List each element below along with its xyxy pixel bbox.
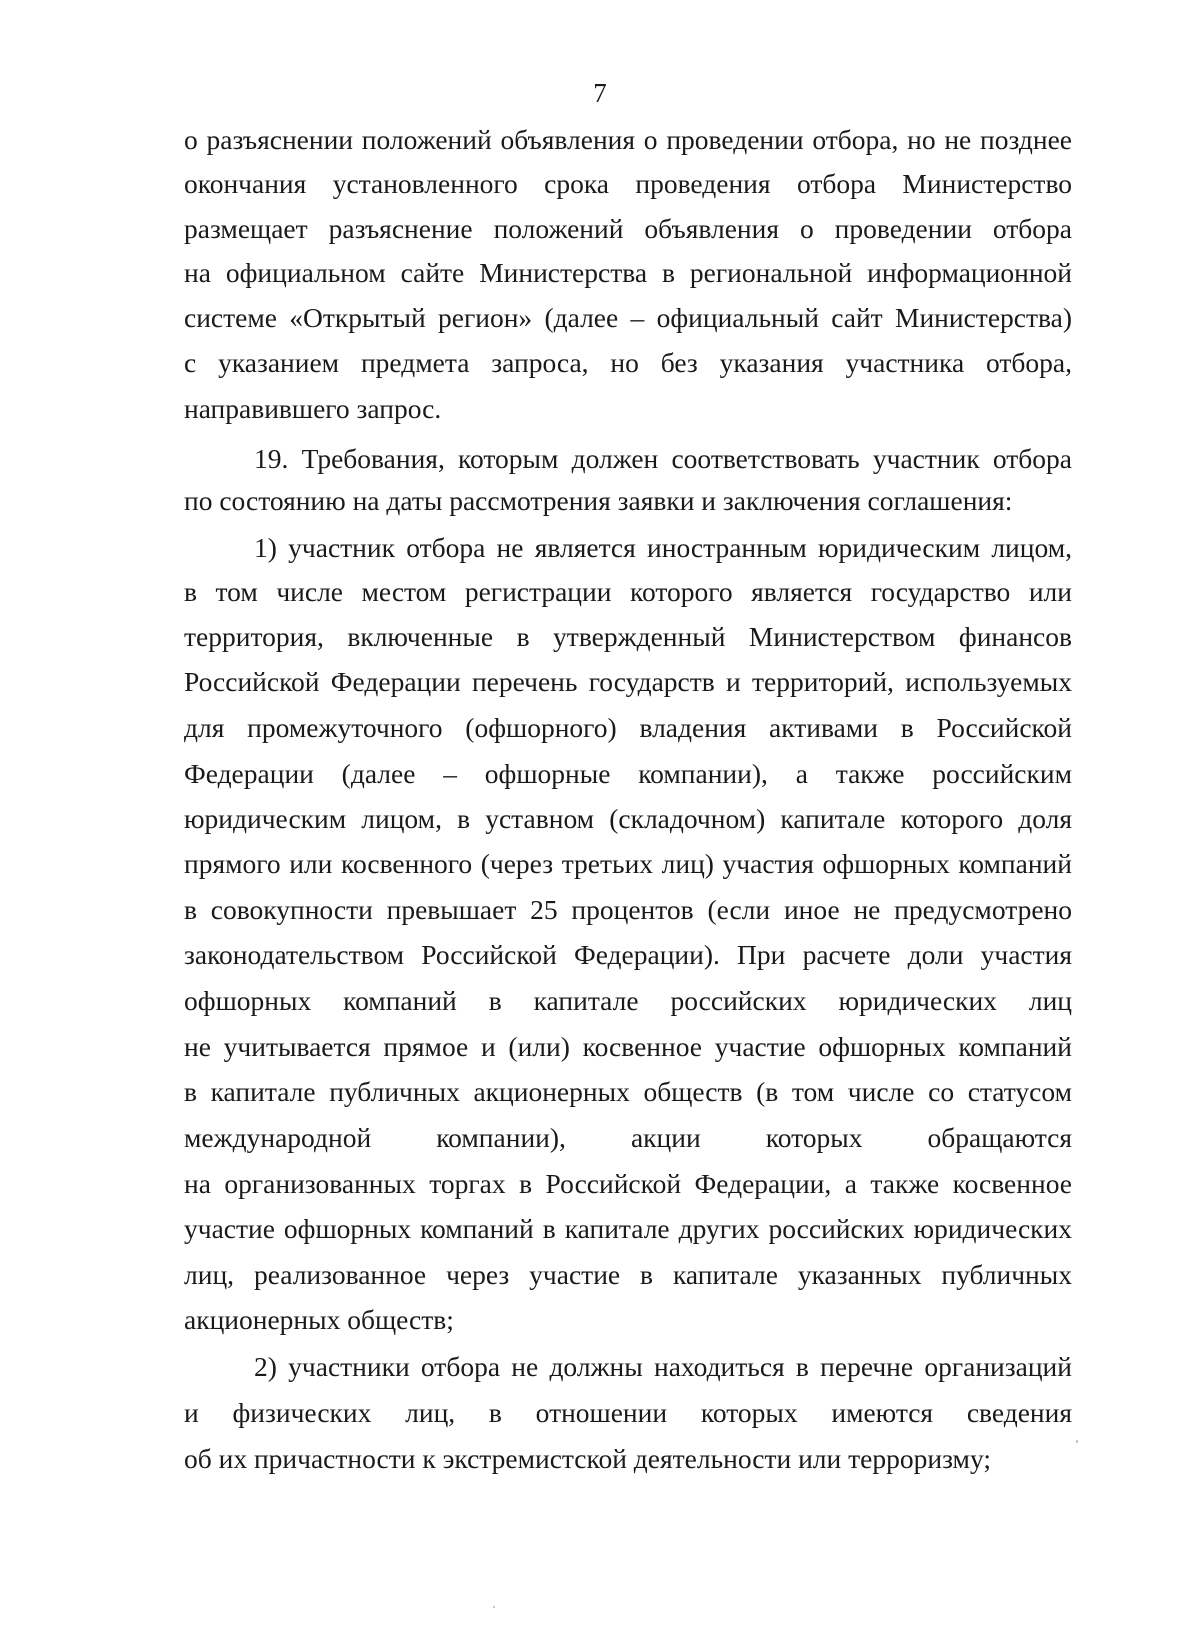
text-line: территория, включенные в утвержденный Министерством финансов: [184, 621, 1072, 652]
text-line: о разъяснении положений объявления о проведении отбора, но не позднее: [184, 124, 1072, 155]
text-line: направившего запрос.: [184, 393, 442, 424]
text-line: с указанием предмета запроса, но без указания участника отбора,: [184, 347, 1072, 378]
text-line: 19. Требования, которым должен соответствовать участник отбора: [254, 443, 1072, 474]
text-line: международной компании), акции которых обращаются: [184, 1122, 1072, 1153]
text-line: для промежуточного (офшорного) владения активами в Российской: [184, 712, 1072, 743]
text-line: юридическим лицом, в уставном (складочном) капитале которого доля: [184, 803, 1072, 834]
text-line: акционерных обществ;: [184, 1304, 454, 1335]
scan-speck: [493, 1606, 495, 1608]
text-line: по состоянию на даты рассмотрения заявки и заключения соглашения:: [184, 485, 1013, 516]
text-line: законодательством Российской Федерации). При расчете доли участия: [184, 939, 1072, 970]
text-line: офшорных компаний в капитале российских юридических лиц: [184, 985, 1072, 1016]
text-line: окончания установленного срока проведения отбора Министерство: [184, 168, 1072, 199]
text-line: на организованных торгах в Российской Федерации, а также косвенное: [184, 1168, 1072, 1199]
text-line: на официальном сайте Министерства в региональной информационной: [184, 257, 1072, 288]
text-line: в совокупности превышает 25 процентов (если иное не предусмотрено: [184, 894, 1072, 925]
text-line: системе «Открытый регион» (далее – официальный сайт Министерства): [184, 302, 1072, 333]
text-line: в капитале публичных акционерных обществ (в том числе со статусом: [184, 1076, 1072, 1107]
text-line: участие офшорных компаний в капитале других российских юридических: [184, 1213, 1072, 1244]
text-line: лиц, реализованное через участие в капитале указанных публичных: [184, 1259, 1072, 1290]
text-line: размещает разъяснение положений объявления о проведении отбора: [184, 213, 1072, 244]
page-number: 7: [593, 78, 607, 108]
text-line: не учитывается прямое и (или) косвенное участие офшорных компаний: [184, 1031, 1072, 1062]
text-line: 2) участники отбора не должны находиться в перечне организаций: [254, 1351, 1072, 1382]
text-line: об их причастности к экстремистской деятельности или терроризму;: [184, 1443, 991, 1474]
text-line: 1) участник отбора не является иностранным юридическим лицом,: [254, 532, 1072, 563]
text-line: в том числе местом регистрации которого является государство или: [184, 576, 1072, 607]
scan-speck: [1076, 1440, 1078, 1443]
text-line: Российской Федерации перечень государств и территорий, используемых: [184, 666, 1072, 697]
text-line: и физических лиц, в отношении которых имеются сведения: [184, 1397, 1072, 1428]
text-line: Федерации (далее – офшорные компании), а также российским: [184, 758, 1072, 789]
text-line: прямого или косвенного (через третьих лиц) участия офшорных компаний: [184, 848, 1072, 879]
